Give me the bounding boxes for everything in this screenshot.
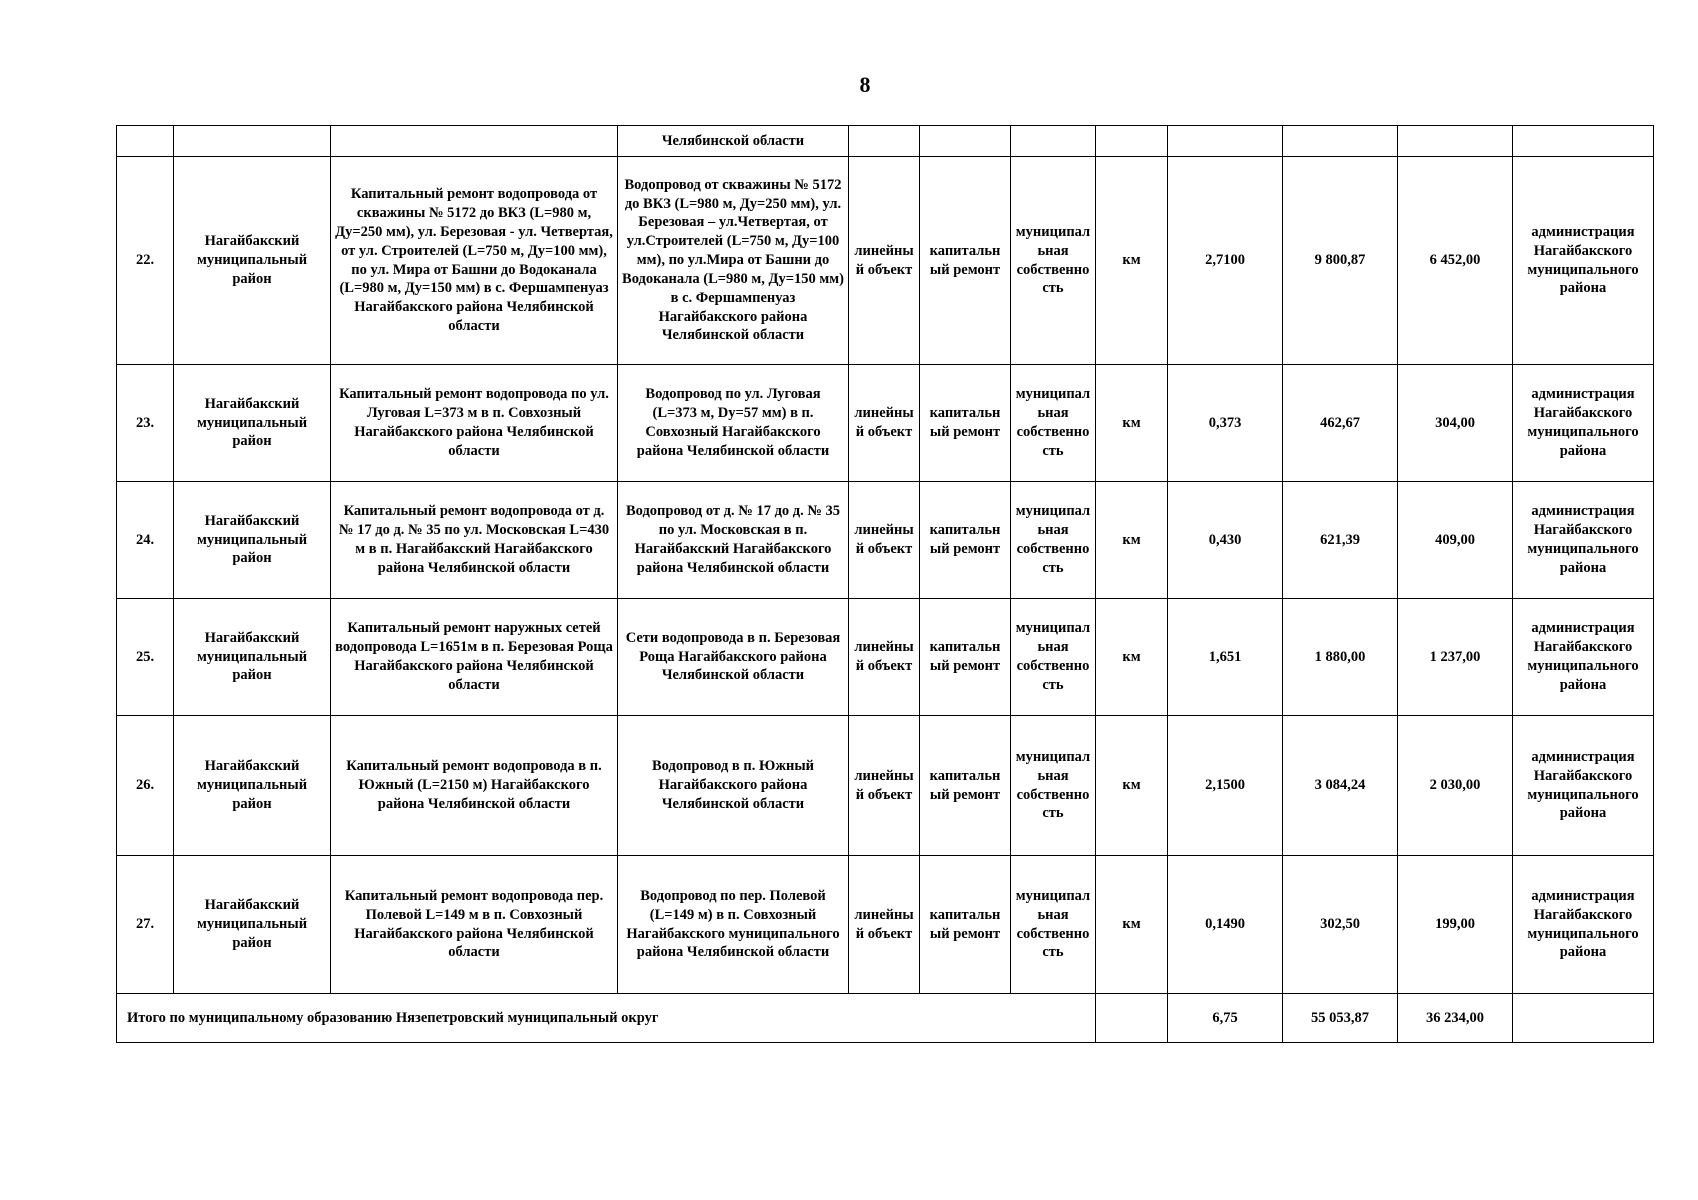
table-row — [117, 157, 1654, 365]
cell-customer: администрация Нагайбакского муниципального района — [1513, 482, 1654, 599]
cell-customer: администрация Нагайбакского муниципального района — [1513, 599, 1654, 716]
cell-num: 22. — [117, 157, 174, 365]
cell-event: Капитальный ремонт водопровода от скважины № 5172 до ВКЗ (L=980 м, Ду=250 мм), ул. Березовая - ул. Четвертая, от ул. Строителей (L=750 м, Ду=100 мм), по ул. Мира от Башни до Водоканала (L=980 м, Ду=150 мм) в с. Фершампенуаз Нагайбакского района Челябинской области — [331, 157, 618, 365]
cell-num: 25. — [117, 599, 174, 716]
total-subsidy: 36 234,00 — [1398, 994, 1513, 1043]
cell-object-type — [849, 126, 920, 157]
table-row — [117, 599, 1654, 716]
cell-num: 26. — [117, 716, 174, 856]
cell-object: Сети водопровода в п. Березовая Роща Нагайбакского района Челябинской области — [618, 599, 849, 716]
cell-num: 24. — [117, 482, 174, 599]
cell-customer: администрация Нагайбакского муниципального района — [1513, 856, 1654, 994]
total-row — [117, 994, 1654, 1043]
cell-capacity — [1168, 126, 1283, 157]
table-row — [117, 482, 1654, 599]
cell-object: Водопровод по ул. Луговая (L=373 м, Dy=57 мм) в п. Совхозный Нагайбакского района Челябинской области — [618, 365, 849, 482]
cell-num: 23. — [117, 365, 174, 482]
cell-capacity: 0,1490 — [1168, 856, 1283, 994]
cell-cost: 302,50 — [1283, 856, 1398, 994]
cell-cost: 3 084,24 — [1283, 716, 1398, 856]
cell-work-type: капитальный ремонт — [920, 716, 1011, 856]
total-label: Итого по муниципальному образованию Нязепетровский муниципальный округ — [117, 994, 1096, 1043]
continuation-row — [117, 126, 1654, 157]
cell-object: Челябинской области — [618, 126, 849, 157]
cell-municipality — [174, 126, 331, 157]
cell-ownership: муниципальная собственность — [1011, 856, 1096, 994]
cell-work-type: капитальный ремонт — [920, 599, 1011, 716]
total-cost: 55 053,87 — [1283, 994, 1398, 1043]
cell-capacity: 1,651 — [1168, 599, 1283, 716]
cell-municipality: Нагайбакский муниципальный район — [174, 482, 331, 599]
cell-ownership: муниципальная собственность — [1011, 599, 1096, 716]
cell-object-type: линейный объект — [849, 365, 920, 482]
cell-cost: 1 880,00 — [1283, 599, 1398, 716]
cell-object-type: линейный объект — [849, 716, 920, 856]
cell-unit: км — [1096, 856, 1168, 994]
cell-object-type: линейный объект — [849, 856, 920, 994]
cell-municipality: Нагайбакский муниципальный район — [174, 365, 331, 482]
cell-capacity: 0,373 — [1168, 365, 1283, 482]
cell-object-type: линейный объект — [849, 599, 920, 716]
cell-capacity: 2,7100 — [1168, 157, 1283, 365]
cell-municipality: Нагайбакский муниципальный район — [174, 599, 331, 716]
cell-work-type: капитальный ремонт — [920, 157, 1011, 365]
cell-subsidy: 304,00 — [1398, 365, 1513, 482]
cell-unit: км — [1096, 716, 1168, 856]
table-row — [117, 716, 1654, 856]
table-row — [117, 365, 1654, 482]
cell-customer: администрация Нагайбакского муниципального района — [1513, 716, 1654, 856]
total-capacity: 6,75 — [1168, 994, 1283, 1043]
cell-unit: км — [1096, 365, 1168, 482]
cell-subsidy — [1398, 126, 1513, 157]
cell-work-type — [920, 126, 1011, 157]
cell-subsidy: 1 237,00 — [1398, 599, 1513, 716]
cell-cost: 462,67 — [1283, 365, 1398, 482]
objects-table — [116, 125, 1654, 1043]
cell-object: Водопровод по пер. Полевой (L=149 м) в п. Совхозный Нагайбакского муниципального района Челябинской области — [618, 856, 849, 994]
cell-object: Водопровод в п. Южный Нагайбакского района Челябинской области — [618, 716, 849, 856]
cell-event: Капитальный ремонт водопровода в п. Южный (L=2150 м) Нагайбакского района Челябинской области — [331, 716, 618, 856]
cell-ownership: муниципальная собственность — [1011, 365, 1096, 482]
cell-customer — [1513, 126, 1654, 157]
cell-cost: 621,39 — [1283, 482, 1398, 599]
cell-object-type: линейный объект — [849, 157, 920, 365]
cell-object: Водопровод от скважины № 5172 до ВКЗ (L=980 м, Ду=250 мм), ул. Березовая – ул.Четвертая, от ул.Строителей (L=750 м, Ду=100 мм), по ул.Мира от Башни до Водоканала (L=980 м, Ду=150 мм) в с. Фершампенуаз Нагайбакского района Челябинской области — [618, 157, 849, 365]
cell-unit: км — [1096, 482, 1168, 599]
cell-num: 27. — [117, 856, 174, 994]
cell-subsidy: 199,00 — [1398, 856, 1513, 994]
cell-municipality: Нагайбакский муниципальный район — [174, 716, 331, 856]
cell-municipality: Нагайбакский муниципальный район — [174, 157, 331, 365]
cell-ownership: муниципальная собственность — [1011, 157, 1096, 365]
page-number: 8 — [859, 72, 871, 97]
cell-subsidy: 2 030,00 — [1398, 716, 1513, 856]
cell-num — [117, 126, 174, 157]
cell-event: Капитальный ремонт наружных сетей водопровода L=1651м в п. Березовая Роща Нагайбакского района Челябинской области — [331, 599, 618, 716]
cell-unit — [1096, 994, 1168, 1043]
cell-ownership — [1011, 126, 1096, 157]
cell-event: Капитальный ремонт водопровода от д. № 17 до д. № 35 по ул. Московская L=430 м в п. Нагайбакский Нагайбакского района Челябинской области — [331, 482, 618, 599]
cell-customer: администрация Нагайбакского муниципального района — [1513, 157, 1654, 365]
cell-event — [331, 126, 618, 157]
cell-unit — [1096, 126, 1168, 157]
cell-object-type: линейный объект — [849, 482, 920, 599]
cell-capacity: 2,1500 — [1168, 716, 1283, 856]
cell-work-type: капитальный ремонт — [920, 856, 1011, 994]
cell-subsidy: 6 452,00 — [1398, 157, 1513, 365]
cell-unit: км — [1096, 599, 1168, 716]
table-row — [117, 856, 1654, 994]
cell-event: Капитальный ремонт водопровода по ул. Луговая L=373 м в п. Совхозный Нагайбакского района Челябинской области — [331, 365, 618, 482]
cell-work-type: капитальный ремонт — [920, 365, 1011, 482]
cell-unit: км — [1096, 157, 1168, 365]
cell-subsidy: 409,00 — [1398, 482, 1513, 599]
cell-cost: 9 800,87 — [1283, 157, 1398, 365]
cell-capacity: 0,430 — [1168, 482, 1283, 599]
cell-event: Капитальный ремонт водопровода пер. Полевой L=149 м в п. Совхозный Нагайбакского района Челябинской области — [331, 856, 618, 994]
cell-cost — [1283, 126, 1398, 157]
cell-ownership: муниципальная собственность — [1011, 482, 1096, 599]
cell-customer — [1513, 994, 1654, 1043]
cell-object: Водопровод от д. № 17 до д. № 35 по ул. Московская в п. Нагайбакский Нагайбакского района Челябинской области — [618, 482, 849, 599]
cell-ownership: муниципальная собственность — [1011, 716, 1096, 856]
cell-municipality: Нагайбакский муниципальный район — [174, 856, 331, 994]
cell-customer: администрация Нагайбакского муниципального района — [1513, 365, 1654, 482]
cell-work-type: капитальный ремонт — [920, 482, 1011, 599]
